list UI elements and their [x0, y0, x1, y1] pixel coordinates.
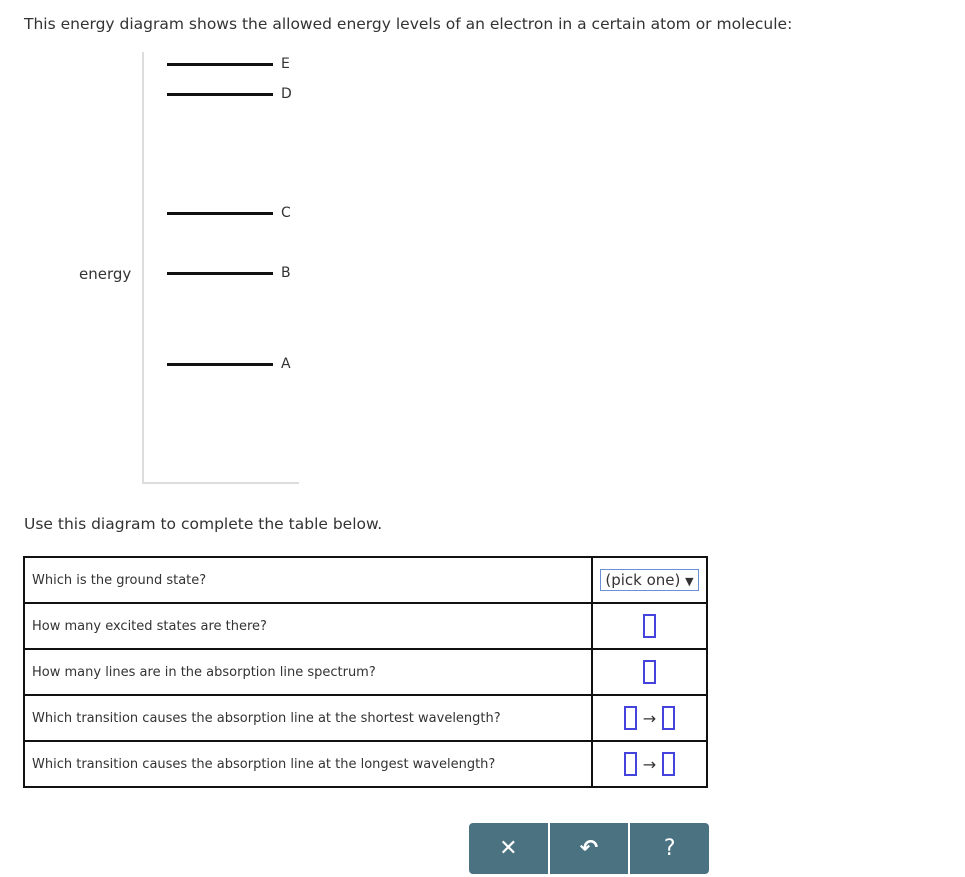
question-table	[23, 556, 708, 788]
select-value: (pick one)	[605, 571, 681, 589]
energy-level-a	[167, 363, 273, 366]
question-text: How many excited states are there?	[24, 603, 592, 649]
ground-state-select[interactable]	[600, 569, 698, 591]
energy-level-d	[167, 93, 273, 96]
level-label-e: E	[281, 56, 290, 72]
arrow-icon: →	[642, 708, 657, 728]
level-label-a: A	[281, 356, 291, 372]
absorption-lines-input[interactable]	[643, 660, 656, 684]
level-label-b: B	[281, 265, 291, 281]
level-label-c: C	[281, 205, 291, 221]
help-button[interactable]	[630, 823, 709, 874]
question-text: Which is the ground state?	[24, 557, 592, 603]
baseline-axis	[142, 482, 299, 484]
question-text: Which transition causes the absorption line at the shortest wavelength?	[24, 695, 592, 741]
table-row	[24, 695, 707, 741]
clear-button[interactable]	[469, 823, 550, 874]
intro-text: This energy diagram shows the allowed energy levels of an electron in a certain atom or molecule:	[24, 15, 793, 33]
energy-axis	[142, 52, 144, 484]
undo-icon: ↶	[579, 836, 599, 861]
table-row	[24, 649, 707, 695]
help-icon: ?	[663, 836, 676, 861]
dropdown-arrow-icon: ▼	[685, 575, 694, 588]
question-text: How many lines are in the absorption line spectrum?	[24, 649, 592, 695]
undo-button[interactable]	[550, 823, 631, 874]
table-row	[24, 603, 707, 649]
longest-to-input[interactable]	[662, 752, 675, 776]
action-toolbar	[469, 823, 709, 874]
table-row	[24, 557, 707, 603]
energy-axis-label: energy	[79, 265, 132, 283]
instruction-text: Use this diagram to complete the table below.	[24, 515, 383, 533]
shortest-from-input[interactable]	[624, 706, 637, 730]
energy-level-c	[167, 212, 273, 215]
level-label-d: D	[281, 86, 292, 102]
shortest-to-input[interactable]	[662, 706, 675, 730]
question-text: Which transition causes the absorption line at the longest wavelength?	[24, 741, 592, 787]
energy-level-e	[167, 63, 273, 66]
arrow-icon: →	[642, 754, 657, 774]
excited-states-input[interactable]	[643, 614, 656, 638]
table-row	[24, 741, 707, 787]
energy-level-b	[167, 272, 273, 275]
longest-from-input[interactable]	[624, 752, 637, 776]
close-icon: ✕	[499, 836, 518, 861]
